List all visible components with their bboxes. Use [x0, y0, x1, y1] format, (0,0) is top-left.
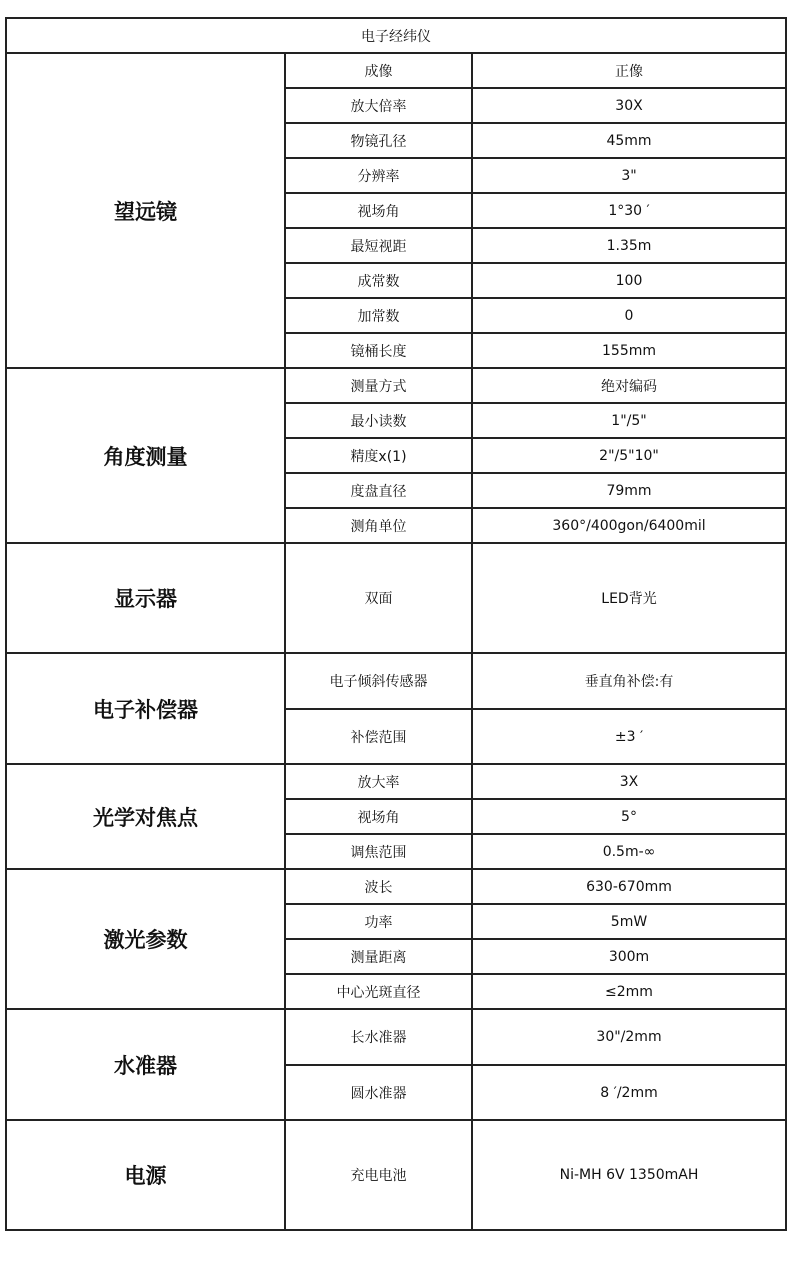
value-cell: 5mW: [472, 904, 786, 939]
param-cell: 镜桶长度: [285, 333, 472, 368]
value-cell: 5°: [472, 799, 786, 834]
param-cell: 物镜孔径: [285, 123, 472, 158]
param-cell: 放大率: [285, 764, 472, 799]
param-cell: 视场角: [285, 193, 472, 228]
group-optical-plummet: 光学对焦点: [6, 764, 285, 869]
param-cell: 测量距离: [285, 939, 472, 974]
value-cell: 45mm: [472, 123, 786, 158]
value-cell: 正像: [472, 53, 786, 88]
value-cell: 30"/2mm: [472, 1009, 786, 1065]
group-telescope: 望远镜: [6, 53, 285, 368]
param-cell: 放大倍率: [285, 88, 472, 123]
spec-table: [5, 17, 787, 1231]
table-title: 电子经纬仪: [6, 18, 786, 53]
param-cell: 测角单位: [285, 508, 472, 543]
value-cell: 8 ′/2mm: [472, 1065, 786, 1120]
value-cell: 1"/5": [472, 403, 786, 438]
param-cell: 分辨率: [285, 158, 472, 193]
value-cell: 1.35m: [472, 228, 786, 263]
group-power: 电源: [6, 1120, 285, 1230]
value-cell: ≤2mm: [472, 974, 786, 1009]
value-cell: 100: [472, 263, 786, 298]
value-cell: 3X: [472, 764, 786, 799]
param-cell: 成常数: [285, 263, 472, 298]
value-cell: 0.5m-∞: [472, 834, 786, 869]
group-level-vials: 水准器: [6, 1009, 285, 1120]
param-cell: 精度x(1): [285, 438, 472, 473]
value-cell: 30X: [472, 88, 786, 123]
value-cell: 360°/400gon/6400mil: [472, 508, 786, 543]
param-cell: 充电电池: [285, 1120, 472, 1230]
param-cell: 圆水准器: [285, 1065, 472, 1120]
param-cell: 电子倾斜传感器: [285, 653, 472, 709]
value-cell: Ni-MH 6V 1350mAH: [472, 1120, 786, 1230]
value-cell: 绝对编码: [472, 368, 786, 403]
param-cell: 调焦范围: [285, 834, 472, 869]
param-cell: 视场角: [285, 799, 472, 834]
param-cell: 双面: [285, 543, 472, 653]
param-cell: 最小读数: [285, 403, 472, 438]
param-cell: 长水准器: [285, 1009, 472, 1065]
param-cell: 加常数: [285, 298, 472, 333]
group-electronic-compensator: 电子补偿器: [6, 653, 285, 764]
value-cell: 300m: [472, 939, 786, 974]
group-laser-parameters: 激光参数: [6, 869, 285, 1009]
param-cell: 功率: [285, 904, 472, 939]
param-cell: 成像: [285, 53, 472, 88]
param-cell: 度盘直径: [285, 473, 472, 508]
value-cell: 630-670mm: [472, 869, 786, 904]
param-cell: 波长: [285, 869, 472, 904]
value-cell: 垂直角补偿:有: [472, 653, 786, 709]
value-cell: 155mm: [472, 333, 786, 368]
param-cell: 测量方式: [285, 368, 472, 403]
param-cell: 补偿范围: [285, 709, 472, 764]
value-cell: LED背光: [472, 543, 786, 653]
group-angle-measurement: 角度测量: [6, 368, 285, 543]
value-cell: 0: [472, 298, 786, 333]
value-cell: 1°30 ′: [472, 193, 786, 228]
group-display: 显示器: [6, 543, 285, 653]
param-cell: 中心光斑直径: [285, 974, 472, 1009]
value-cell: 2"/5"10": [472, 438, 786, 473]
value-cell: 3": [472, 158, 786, 193]
param-cell: 最短视距: [285, 228, 472, 263]
value-cell: ±3 ′: [472, 709, 786, 764]
value-cell: 79mm: [472, 473, 786, 508]
